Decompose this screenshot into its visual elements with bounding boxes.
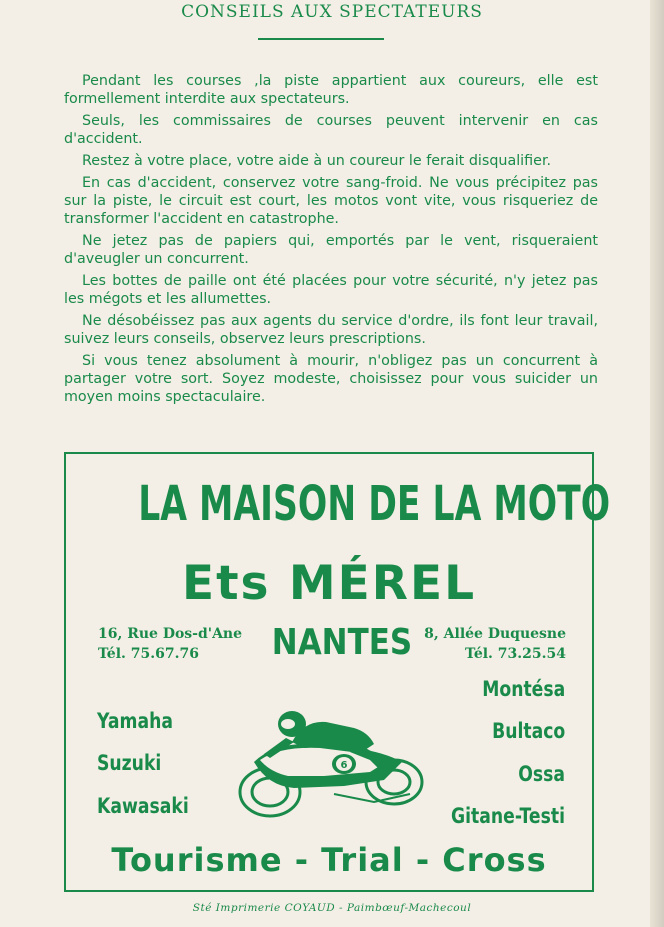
motorcycle-illustration xyxy=(234,702,430,820)
brand-ossa: Ossa xyxy=(518,762,565,786)
advice-paragraph: Si vous tenez absolument à mourir, n'obligez pas un concurrent à partager votre sort. Soyez modeste, choisissez pour vous suicider un moyen moins spectaculaire. xyxy=(64,353,598,405)
address-right xyxy=(372,624,566,664)
title-underline xyxy=(258,38,384,40)
phone-right: Tél. 73.25.54 xyxy=(465,646,566,662)
advice-paragraph: Pendant les courses ,la piste appartient aux coureurs, elle est formellement interdite aux spectateurs. xyxy=(64,73,598,107)
brand-kawasaki: Kawasaki xyxy=(97,794,189,818)
advice-paragraph: Ne désobéissez pas aux agents du service d'ordre, ils font leur travail, suivez leurs conseils, observez leurs prescriptions. xyxy=(64,313,598,347)
page-edge xyxy=(650,0,664,927)
phone-left: Tél. 75.67.76 xyxy=(98,646,199,662)
page-title: CONSEILS AUX SPECTATEURS xyxy=(181,2,483,22)
company-prefix: Ets xyxy=(181,556,271,611)
brand-gitane-testi: Gitane-Testi xyxy=(451,804,565,828)
advice-paragraph: Les bottes de paille ont été placées pour votre sécurité, n'y jetez pas les mégots et les allumettes. xyxy=(64,273,598,307)
brand-suzuki: Suzuki xyxy=(97,751,162,775)
address-left xyxy=(98,624,242,664)
street-left: 16, Rue Dos-d'Ane xyxy=(98,626,243,642)
ad-headline: LA MAISON DE LA MOTO xyxy=(138,476,611,532)
advice-paragraph: En cas d'accident, conservez votre sang-froid. Ne vous précipitez pas sur la piste, le circuit est court, les motos vont vite, vous risqueriez de transformer l'accident en catastrophe. xyxy=(64,175,598,227)
brand-montesa: Montésa xyxy=(481,677,565,701)
brand-yamaha: Yamaha xyxy=(97,709,173,733)
advice-paragraph: Seuls, les commissaires de courses peuvent intervenir en cas d'accident. xyxy=(64,113,598,147)
ad-company-name xyxy=(64,552,594,616)
street-right: 8, Allée Duquesne xyxy=(424,626,566,642)
advice-text xyxy=(64,72,598,410)
advice-paragraph: Ne jetez pas de papiers qui, emportés par le vent, risqueraient d'aveugler un concurrent. xyxy=(64,233,598,267)
brand-bultaco: Bultaco xyxy=(491,719,565,743)
race-number: 6 xyxy=(340,760,348,771)
advice-paragraph: Restez à votre place, votre aide à un coureur le ferait disqualifier. xyxy=(82,153,552,169)
printer-credit: Sté Imprimerie COYAUD - Paimbœuf-Machecoul xyxy=(192,902,472,914)
city-name: NANTES xyxy=(271,622,413,663)
ad-tagline: Tourisme - Trial - Cross xyxy=(111,841,547,879)
company-name: MÉREL xyxy=(288,556,477,611)
